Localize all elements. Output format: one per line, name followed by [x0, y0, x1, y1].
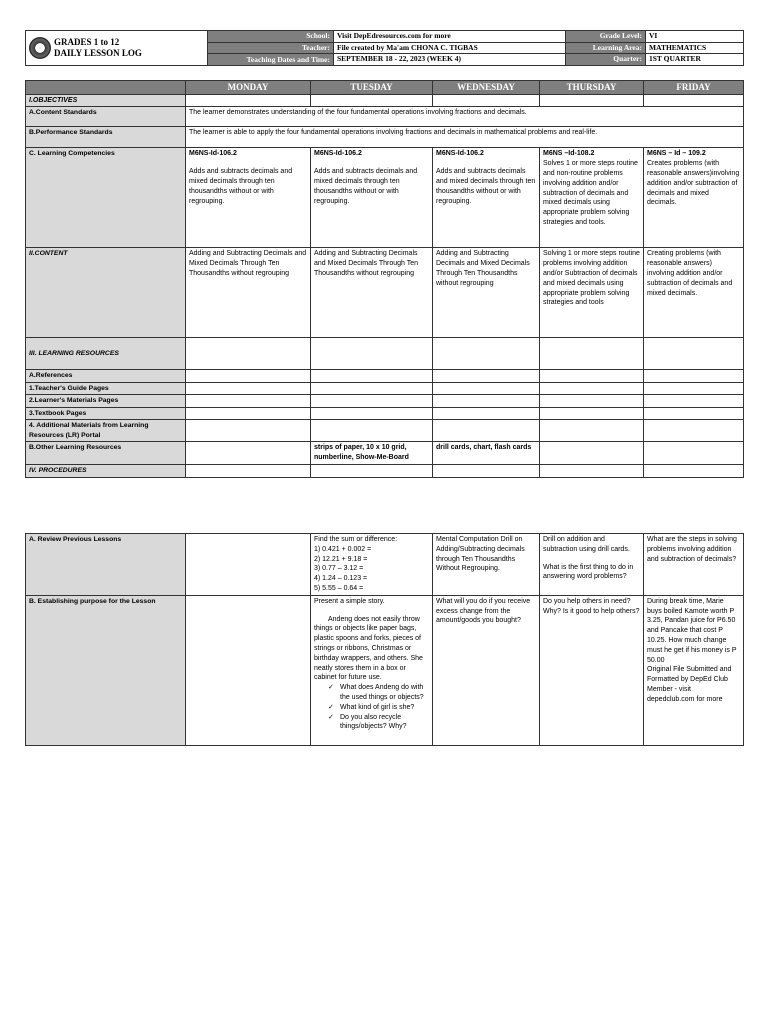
- competency-friday: [644, 148, 744, 248]
- header-table: [25, 30, 744, 66]
- day-header-monday: MONDAY: [186, 81, 311, 95]
- review-label: A. Review Previous Lessons: [26, 534, 186, 596]
- lesson-log-table: [25, 80, 744, 478]
- dates-label: Teaching Dates and Time:: [208, 54, 334, 66]
- other-resources-wednesday: drill cards, chart, flash cards: [433, 442, 540, 465]
- content-monday: Adding and Subtracting Decimals and Mixed Decimals Through Ten Thousandths without regrouping: [186, 248, 311, 338]
- competency-text: Solves 1 or more steps routine and non-routine problems involving addition and/or subtraction of decimals and mixed decimals using appropriate problem solving strategies and tools.: [543, 160, 638, 226]
- textbook-pages-label: 3.Textbook Pages: [26, 407, 186, 420]
- dates-value: SEPTEMBER 18 - 22, 2023 (WEEK 4): [334, 54, 566, 66]
- performance-standards-label: B.Performance Standards: [26, 127, 186, 148]
- review-problem-list: [314, 545, 429, 594]
- school-label: School:: [208, 31, 334, 43]
- purpose-question: ✓ What does Andeng do with the used things or objects?: [328, 683, 429, 703]
- quarter-label: Quarter:: [566, 54, 646, 66]
- day-header-blank: [26, 81, 186, 95]
- review-tuesday: [311, 534, 433, 596]
- purpose-friday-note: Original File Submitted and Formatted by DepEd Club Member - visit depedclub.com for more: [647, 666, 732, 703]
- review-item: 1) 0.421 + 0.002 =: [314, 545, 372, 553]
- other-resources-label: B.Other Learning Resources: [26, 442, 186, 465]
- competency-code: M6NS – Id – 109.2: [647, 150, 706, 158]
- purpose-label: B. Establishing purpose for the Lesson: [26, 595, 186, 745]
- teacher-label: Teacher:: [208, 42, 334, 54]
- school-value: Visit DepEdresources.com for more: [334, 31, 566, 43]
- other-resources-tuesday: strips of paper, 10 x 10 grid, numberline, Show-Me-Board: [311, 442, 433, 465]
- review-intro: Find the sum or difference:: [314, 536, 398, 543]
- tg-pages-label: 1.Teacher's Guide Pages: [26, 382, 186, 395]
- content-thursday: Solving 1 or more steps routine problems involving addition and/or Subtraction of decimals and mixed decimals using appropriate problem solving strategies and tools: [540, 248, 644, 338]
- purpose-wednesday: What will you do if you receive excess change from the amount/goods you bought?: [433, 595, 540, 745]
- purpose-tuesday: [311, 595, 433, 745]
- competency-tuesday: [311, 148, 433, 248]
- competency-code: M6NS-Id-106.2: [314, 150, 362, 158]
- content-standards-label: A.Content Standards: [26, 107, 186, 127]
- lr-portal-label: 4. Additional Materials from Learning Resources (LR) Portal: [26, 420, 186, 442]
- purpose-friday-problem: During break time, Marie buys boiled Kamote worth P 3.25, Pandan juice for P6.50 and Pancake that cost P 10.25. How much change must he get if his money is P 50.00: [647, 597, 737, 664]
- area-label: Learning Area:: [566, 42, 646, 54]
- teacher-value: File created by Ma'am CHONA C. TIGBAS: [334, 42, 566, 54]
- competency-code: M6NS-Id-106.2: [189, 150, 237, 158]
- grade-value: VI: [646, 31, 744, 43]
- content-label: II.CONTENT: [26, 248, 186, 338]
- purpose-story: Andeng does not easily throw things or objects like paper bags, plastic spoons and forks, pieces of strings or ribbons, Christmas or birthday wrappers, and others. She neatly stores them in a box or cabinet for future use.: [314, 615, 423, 682]
- objectives-section: I.OBJECTIVES: [26, 94, 186, 107]
- purpose-thursday: Do you help others in need? Why? Is it good to help others?: [540, 595, 644, 745]
- competency-text: Adds and subtracts decimals and mixed decimals through ten thousandths without or with regrouping.: [189, 168, 293, 205]
- competency-monday: [186, 148, 311, 248]
- purpose-intro: Present a simple story.: [314, 597, 385, 605]
- day-header-thursday: THURSDAY: [540, 81, 644, 95]
- deped-seal-icon: [29, 37, 51, 59]
- day-header-tuesday: TUESDAY: [311, 81, 433, 95]
- purpose-question-list: [314, 683, 429, 732]
- competency-code: M6NS –Id-108.2: [543, 150, 595, 158]
- title-line1: GRADES 1 to 12: [54, 36, 120, 47]
- header-logo-cell: [26, 31, 208, 66]
- grade-label: Grade Level:: [566, 31, 646, 43]
- performance-standards-text: The learner is able to apply the four fundamental operations involving fractions and decimals in mathematical problems and real-life.: [186, 127, 744, 148]
- competency-wednesday: [433, 148, 540, 248]
- content-tuesday: Adding and Subtracting Decimals and Mixed Decimals Through Ten Thousandths without regrouping: [311, 248, 433, 338]
- review-item: 4) 1.24 – 0.123 =: [314, 575, 368, 583]
- purpose-question: ✓ What kind of girl is she?: [328, 703, 429, 713]
- competency-text: Adds and subtracts decimals and mixed decimals through ten thousandths without or with regrouping.: [436, 168, 536, 205]
- competency-text: Creates problems (with reasonable answers)involving addition and/or subtraction of decimals and mixed decimals.: [647, 160, 740, 207]
- review-thursday: [540, 534, 644, 596]
- review-friday: What are the steps in solving problems involving addition and subtraction of decimals?: [644, 534, 744, 596]
- resources-section: III. LEARNING RESOURCES: [26, 338, 186, 370]
- log-title: [54, 37, 142, 60]
- review-item: 5) 5.55 – 0.64 =: [314, 584, 364, 592]
- procedures-table: [25, 533, 744, 746]
- references-label: A.References: [26, 370, 186, 383]
- review-wednesday: Mental Computation Drill on Adding/Subtracting decimals through Ten Thousandths Without Regrouping.: [433, 534, 540, 596]
- content-friday: Creating problems (with reasonable answers) involving addition and/or subtraction of decimals and mixed decimals.: [644, 248, 744, 338]
- day-header-wednesday: WEDNESDAY: [433, 81, 540, 95]
- competency-thursday: [540, 148, 644, 248]
- review-item: 2) 12.21 + 9.18 =: [314, 555, 368, 563]
- day-header-friday: FRIDAY: [644, 81, 744, 95]
- procedures-section: IV. PROCEDURES: [26, 465, 186, 478]
- area-value: MATHEMATICS: [646, 42, 744, 54]
- content-standards-text: The learner demonstrates understanding of the four fundamental operations involving fractions and decimals.: [186, 107, 744, 127]
- competency-code: M6NS-Id-106.2: [436, 150, 484, 158]
- review-thursday-drill: Drill on addition and subtraction using drill cards.: [543, 536, 630, 553]
- purpose-question: ✓ Do you also recycle things/objects? Why?: [328, 713, 429, 733]
- lm-pages-label: 2.Learner's Materials Pages: [26, 395, 186, 408]
- review-thursday-question: What is the first thing to do in answering word problems?: [543, 563, 634, 581]
- competency-text: Adds and subtracts decimals and mixed decimals through ten thousandths without or with regrouping.: [314, 168, 418, 205]
- content-wednesday: Adding and Subtracting Decimals and Mixed Decimals Through Ten Thousandths without regrouping: [433, 248, 540, 338]
- competencies-label: C. Learning Competencies: [26, 148, 186, 248]
- purpose-friday: [644, 595, 744, 745]
- title-line2: DAILY LESSON LOG: [54, 47, 142, 58]
- quarter-value: 1ST QUARTER: [646, 54, 744, 66]
- review-item: 3) 0.77 – 3.12 =: [314, 565, 364, 573]
